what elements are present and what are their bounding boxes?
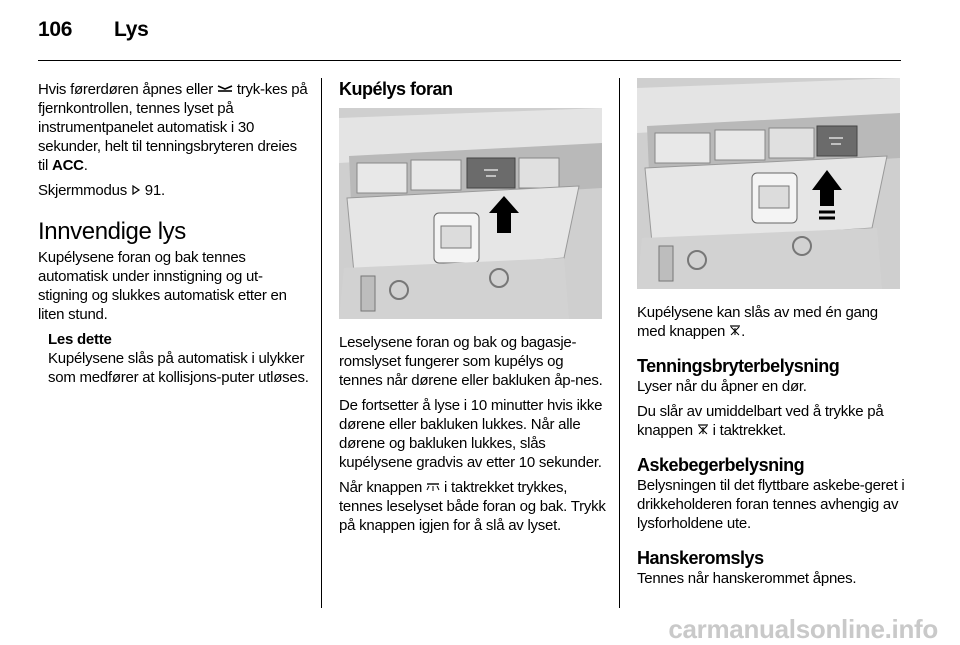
front-dome-light-photo [339,108,602,319]
text: Du slår av umiddelbart ved å trykke på knappen [637,403,884,439]
text: i taktrekket trykkes, tennes leselyset både foran og bak. Trykk på knappen igjen for å slå av lyset. [339,479,606,534]
header-rule [38,60,901,61]
section-heading-glovebox-light: Hanskeromslys [637,548,764,568]
text: Hvis førerdøren åpnes eller [38,81,213,98]
dome-light-off-icon [697,421,709,440]
page-header [38,18,149,42]
section-heading-ashtray-lighting: Askebegerbelysning [637,455,805,475]
dome-light-off-button-photo [637,78,900,289]
page-reference-arrow-icon [131,181,141,200]
paragraph-ignition-1: Lyser når du åpner en dør. [637,378,807,395]
column-3 [637,78,907,588]
remote-unlock-icon [217,80,233,99]
reading-light-icon [426,478,440,497]
page-title: Lys [114,18,149,41]
page-number: 106 [38,18,73,41]
note-text: Kupélysene slås på automatisk i ulykker som medfører at kollisjons-puter utløses. [48,350,309,386]
watermark: carmanualsonline.info [668,614,938,644]
acc-label: ACC [52,157,84,174]
paragraph-screen-mode [38,181,310,200]
text: . [83,157,88,174]
text: Når knappen [339,479,423,496]
paragraph-button-press [339,478,609,535]
paragraph-interior-lights: Kupélysene foran og bak tennes automatisk under innstigning og ut-stigning og slukkes automatisk etter en liten stund. [38,249,287,323]
section-heading-interior-lights: Innvendige lys [38,218,186,245]
paragraph-dome-off [637,303,907,341]
text: Skjermmodus [38,182,127,199]
column-2 [339,78,609,535]
paragraph-ashtray: Belysningen til det flyttbare askebe-geret i drikkeholderen foran tennes avhengig av lysforholdene ute. [637,477,905,532]
dome-light-off-icon [729,322,741,341]
text: tryk-kes på fjernkontrollen, tennes lyset på instrumentpanelet automatisk i 30 sekunder, helt til tenningsbryteren dreies til [38,81,308,174]
paragraph-door-open [38,80,310,175]
text: i taktrekket. [712,422,787,439]
column-divider [619,78,620,608]
section-heading-front-lights: Kupélys foran [339,79,453,99]
note-box [48,330,310,387]
column-divider [321,78,322,608]
column-1 [38,80,310,387]
paragraph-ignition-2 [637,402,907,440]
note-title: Les dette [48,331,112,348]
text: . [741,323,745,340]
paragraph-reading-lights: Leselysene foran og bak og bagasje-romslyset fungerer som kupélys og tennes når dørene eller bakluken åp-nes. [339,334,603,389]
section-heading-ignition-lighting: Tenningsbryterbelysning [637,356,840,376]
page-reference[interactable]: 91. [144,182,165,199]
paragraph-glovebox: Tennes når hanskerommet åpnes. [637,570,857,587]
paragraph-10-minutes: De fortsetter å lyse i 10 minutter hvis ikke dørene eller bakluken lukkes. Når alle dørene og bakluken lukkes, slås kupélysene gradvis av etter 10 sekunder. [339,397,603,471]
text: Kupélysene kan slås av med én gang med knappen [637,304,878,340]
